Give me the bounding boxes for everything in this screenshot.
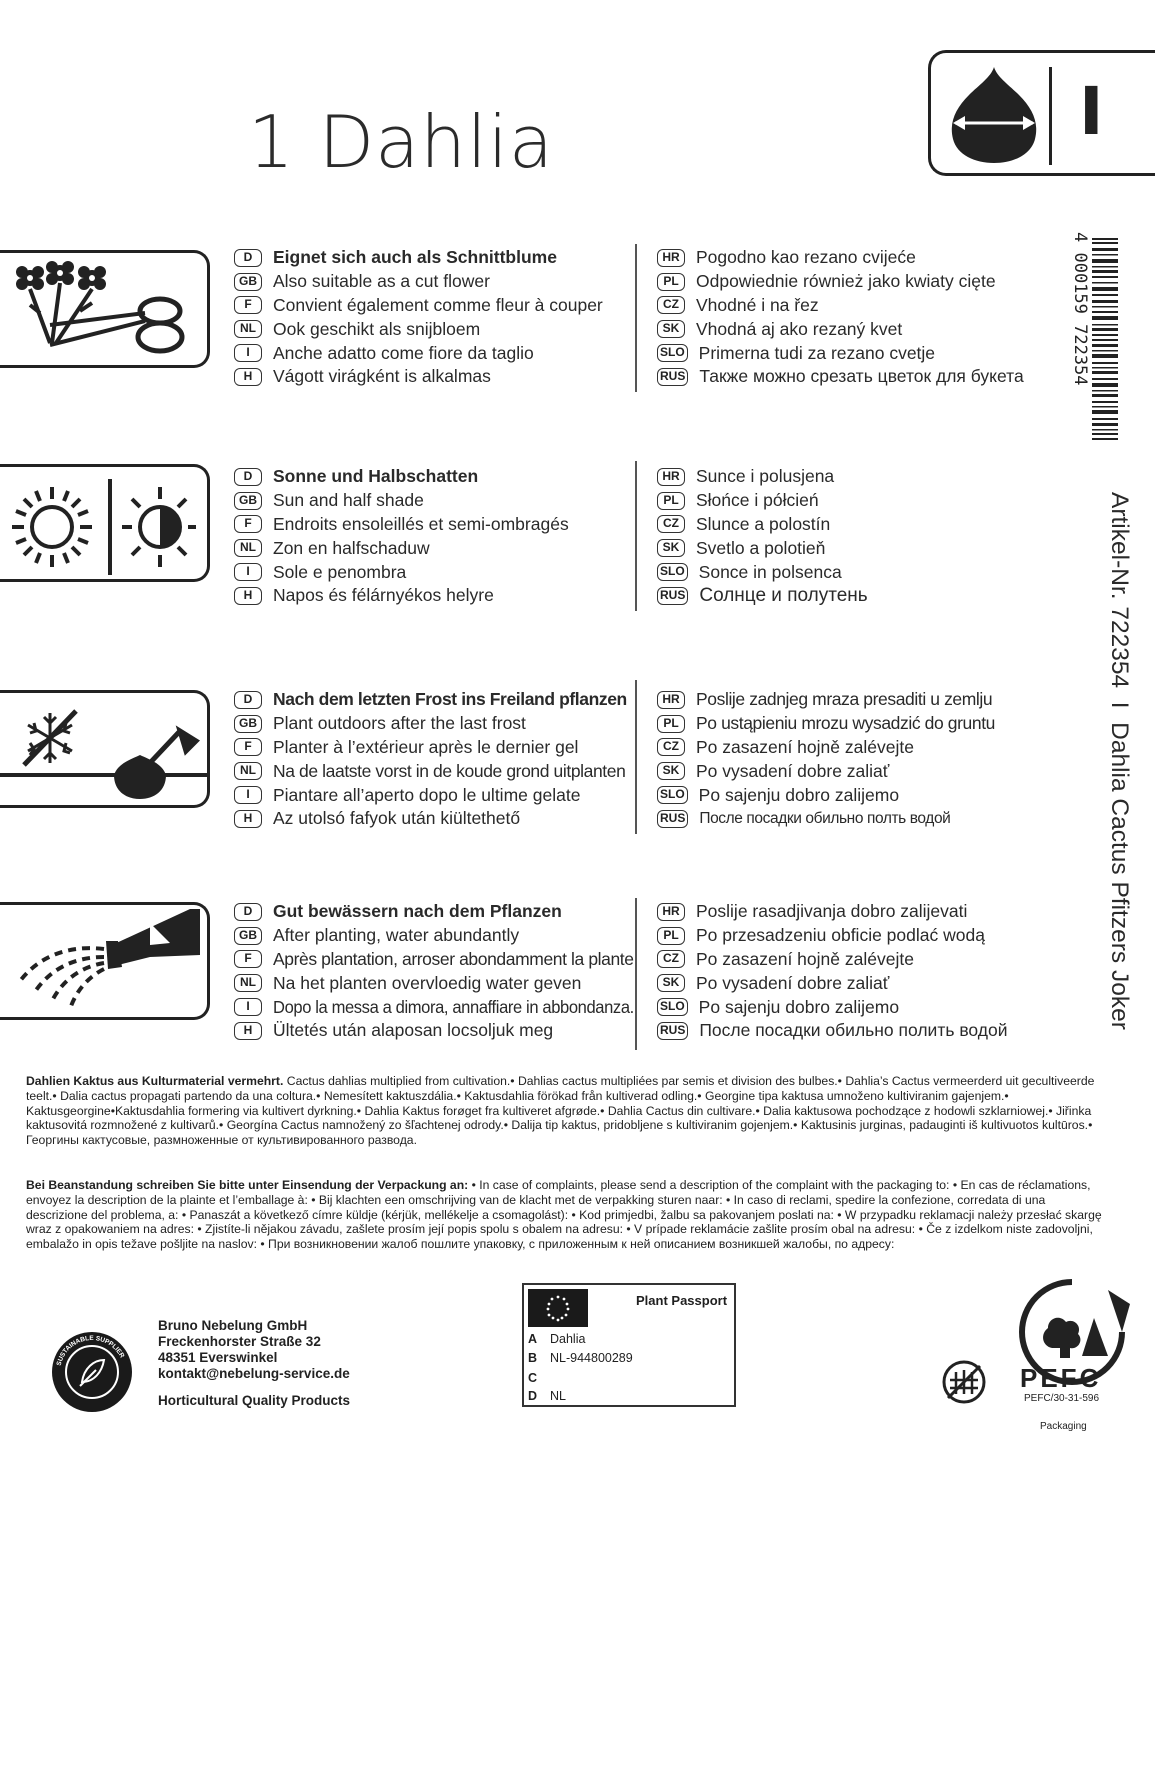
instruction-text: Po zasazení hojně zalévejte [696, 948, 914, 969]
column-divider [635, 680, 637, 834]
instruction-text: Endroits ensoleillés et semi-ombragés [273, 513, 569, 534]
water-icon-box [0, 902, 210, 1020]
lang-code: D [234, 249, 262, 267]
instruction-text: Vágott virágként is alkalmas [273, 366, 491, 387]
lang-code: PL [657, 715, 685, 733]
passport-row-a: A Dahlia [528, 1332, 586, 1346]
instruction-text: Poslije rasadjivanja dobro zalijevati [696, 901, 968, 922]
lang-code: H [234, 1022, 262, 1040]
instruction-text: Pogodno kao rezano cvijeće [696, 247, 916, 268]
section-water-right-col [657, 900, 1047, 1043]
badge-text: SUSTAINABLE SUPPLIER [55, 1334, 126, 1367]
lang-code: HR [657, 903, 685, 921]
frost-icon-box [0, 690, 210, 808]
lang-code: I [234, 786, 262, 804]
column-divider [635, 244, 637, 392]
lang-code: GB [234, 273, 262, 291]
lang-code: SK [657, 974, 685, 992]
section-cut-left-col [234, 246, 634, 389]
lang-code: RUS [657, 368, 688, 386]
instruction-text: Sonce in polsenca [698, 561, 842, 582]
instruction-text: Nach dem letzten Frost ins Freiland pflanzen [273, 689, 627, 710]
recycling-no-litter-icon [940, 1358, 988, 1406]
instruction-text: Vhodné i na řez [696, 294, 819, 315]
instruction-text: Gut bewässern nach dem Pflanzen [273, 901, 562, 922]
lang-code: GB [234, 927, 262, 945]
bulb-size-value: I [1079, 73, 1104, 150]
instruction-text: Après plantation, arroser abondamment la plante [273, 948, 634, 969]
instruction-text: Słońce i półcień [696, 490, 819, 511]
instruction-text: Eignet sich auch als Schnittblume [273, 247, 557, 268]
lang-code: SLO [657, 786, 688, 804]
instruction-text: Ültetés után alaposan locsoljuk meg [273, 1020, 554, 1041]
lang-code: PL [657, 492, 685, 510]
instruction-text: Po sajenju dobro zalijemo [698, 996, 900, 1017]
lang-code: D [234, 691, 262, 709]
lang-code: CZ [657, 296, 685, 314]
instruction-text: Slunce a polostín [696, 513, 831, 534]
plant-passport-title: Plant Passport [636, 1293, 728, 1308]
section-sun-right-col [657, 465, 1047, 608]
lang-code: HR [657, 249, 685, 267]
pefc-label: PEFC [1020, 1363, 1102, 1393]
lang-code: CZ [657, 950, 685, 968]
instruction-text: Anche adatto come fiore da taglio [273, 342, 534, 363]
complaint-paragraph [26, 1178, 1106, 1252]
lang-code: F [234, 296, 262, 314]
instruction-text: Po przesadzeniu obficie podlać wodą [696, 925, 985, 946]
lang-code: HR [657, 468, 685, 486]
lang-code: GB [234, 492, 262, 510]
instruction-text: Dopo la messa a dimora, annaffiare in abbondanza. [273, 996, 634, 1017]
instruction-text: Po sajenju dobro zalijemo [698, 784, 900, 805]
lang-code: SK [657, 539, 685, 557]
propagation-heading: Dahlien Kaktus aus Kulturmaterial vermehrt. [26, 1074, 284, 1088]
company-email: kontakt@nebelung-service.de [158, 1366, 350, 1381]
lang-code: SK [657, 762, 685, 780]
instruction-text: Na de laatste vorst in de koude grond uitplanten [273, 760, 626, 781]
propagation-paragraph [26, 1074, 1106, 1148]
complaint-text: • In case of complaints, please send a description of the complaint with the packaging to: • En cas de réclamations, envoyez la description de la plainte et l’emballage à: • Bij klachten een omschrijving van de klacht met de verpakking sturen naar: • In caso di reclami, spedire la confezione, corredata di una descrizione del problema, a: • Panaszát a következő címre küldje (kérjük, mellékelje a csomagolást): • Kod primjedbi, žalbu sa pakovanjem poslati na: • W przypadku reklamacji należy przesłać skargę wraz z opakowaniem na adres: • Zjistíte-li nějakou závadu, zašlete prosím její popis spolu s obalem na adresu: • V prípade reklamácie zašlite prosím obal na adresu: • Če z izdelkom niste zadovoljni, embalažo in opis težave pošljite na naslov: • При возникновении жалоб пошлите упаковку, с приложенным к ней описанием возникшей жалобы, по адресу: [26, 1178, 1102, 1252]
lang-code: PL [657, 273, 685, 291]
pefc-packaging: Packaging [1040, 1421, 1087, 1432]
sun-icon-box [0, 464, 210, 582]
company-street: Freckenhorster Straße 32 [158, 1334, 321, 1349]
passport-row-d: D NL [528, 1389, 566, 1403]
lang-code: NL [234, 762, 262, 780]
bulb-size-box [928, 50, 1155, 176]
instruction-text: Ook geschikt als snijbloem [273, 318, 481, 339]
instruction-text: Po vysadení dobre zaliať [696, 972, 890, 993]
section-cut-right-col [657, 246, 1047, 389]
cut-flower-icon-box [0, 250, 210, 368]
instruction-text: Poslije zadnjeg mraza presaditi u zemlju [696, 689, 993, 710]
propagation-text: Cactus dahlias multiplied from cultivation.• Dahlias cactus multipliées par semis et division des bulbes.• Dahlia’s Cactus vermeerderd uit gecultiveerde teelt.• Dalia cactus propagati partendo da una coltura.• Nemesített kaktuszdália.• Kaktusdahlia förökad från kultiverad odling.• Georgine tipa kaktusa umnoženo kultiviranim gajenjem.• Kaktusgeorgine•Kaktusdahlia formering via kultivert dyrkning.• Dahlia Kaktus forøget fra kultiveret afgrøde.• Dahlia Cactus din cultivare.• Dalia kaktusowa pochodzące z hodowli szklarniowej.• Jiřinka kaktusovitá rozmnožené z kultivarů.• Georgína Cactus namnožený zo šľachtenej odrody.• Dalija tip kaktus, pridobljene s kultiviranim gojenjem.• Kaktusinis jurginas, padauginti iš kultivuotos kultūros.• Георгины кактусовые, размноженные от культивированного развода. [26, 1074, 1095, 1148]
company-address [158, 1318, 350, 1382]
lang-code: CZ [657, 738, 685, 756]
instruction-text: Po vysadení dobre zaliať [696, 760, 890, 781]
sun-half-shade-icon [0, 467, 210, 585]
tagline: Horticultural Quality Products [158, 1393, 351, 1408]
lang-code: H [234, 587, 262, 605]
lang-code: I [234, 563, 262, 581]
instruction-text: Na het planten overvloedig water geven [273, 972, 582, 993]
eu-flag-icon [528, 1289, 588, 1327]
instruction-text: После посадки обильно полть водой [699, 809, 951, 827]
instruction-text: Vhodná aj ako rezaný kvet [696, 318, 903, 339]
instruction-text: Primerna tudi za rezano cvetje [698, 342, 936, 363]
column-divider [635, 461, 637, 611]
instruction-text: Napos és félárnyékos helyre [273, 585, 494, 606]
lang-code: I [234, 998, 262, 1016]
lang-code: D [234, 468, 262, 486]
instruction-text: Odpowiednie również jako kwiaty cięte [696, 271, 996, 292]
lang-code: CZ [657, 515, 685, 533]
instruction-text: After planting, water abundantly [273, 925, 520, 946]
pefc-code: PEFC/30-31-596 [1024, 1393, 1100, 1404]
lang-code: GB [234, 715, 262, 733]
lang-code: SK [657, 320, 685, 338]
instruction-text: Po zasazení hojně zalévejte [696, 736, 914, 757]
plant-passport [522, 1283, 736, 1407]
instruction-text: Солнце и полутень [699, 584, 868, 606]
section-frost-right-col [657, 688, 1047, 831]
lang-code: SLO [657, 563, 688, 581]
instruction-text: Az utolsó fafyok után kiültethető [273, 808, 521, 829]
instruction-text: Po ustąpieniu mrozu wysadzić do gruntu [696, 713, 995, 734]
instruction-text: Sun and half shade [273, 490, 424, 511]
lang-code: PL [657, 927, 685, 945]
bulb-icon [939, 61, 1049, 171]
lang-code: RUS [657, 810, 688, 828]
company-city: 48351 Everswinkel [158, 1350, 278, 1365]
barcode-number: 4 000159 722354 [1070, 232, 1090, 386]
passport-row-b: B NL-944800289 [528, 1351, 633, 1365]
complaint-heading: Bei Beanstandung schreiben Sie bitte unter Einsendung der Verpackung an: [26, 1178, 469, 1192]
sustainable-supplier-badge [50, 1330, 134, 1414]
lang-code: NL [234, 320, 262, 338]
instruction-text: После посадки обильно полить водой [699, 1020, 1008, 1041]
company-name: Bruno Nebelung GmbH [158, 1318, 308, 1333]
lang-code: F [234, 515, 262, 533]
instruction-text: Convient également comme fleur à couper [273, 294, 603, 315]
lang-code: H [234, 810, 262, 828]
lang-code: H [234, 368, 262, 386]
passport-row-c: C [528, 1371, 538, 1385]
lang-code: F [234, 738, 262, 756]
instruction-text: Planter à l’extérieur après le dernier gel [273, 736, 579, 757]
lang-code: F [234, 950, 262, 968]
section-water-left-col [234, 900, 634, 1043]
section-frost-left-col [234, 688, 634, 831]
lang-code: I [234, 344, 262, 362]
column-divider [635, 898, 637, 1050]
instruction-text: Sonne und Halbschatten [273, 466, 479, 487]
frost-planting-icon [0, 693, 210, 811]
lang-code: RUS [657, 1022, 688, 1040]
instruction-text: Also suitable as a cut flower [273, 271, 490, 292]
lang-code: D [234, 903, 262, 921]
lang-code: HR [657, 691, 685, 709]
lang-code: RUS [657, 587, 688, 605]
lang-code: SLO [657, 344, 688, 362]
cut-flower-scissors-icon [0, 253, 210, 371]
product-title: 1 Dahlia [248, 100, 555, 184]
watering-can-icon [0, 905, 210, 1023]
instruction-text: Zon en halfschaduw [273, 537, 430, 558]
instruction-text: Sunce i polusjena [696, 466, 835, 487]
lang-code: NL [234, 539, 262, 557]
instruction-text: Sole e penombra [273, 561, 407, 582]
lang-code: SLO [657, 998, 688, 1016]
instruction-text: Svetlo a polotieň [696, 537, 826, 558]
section-sun-left-col [234, 465, 634, 608]
article-line: Artikel-Nr. 722354 I Dahlia Cactus Pfitzers Joker [1106, 492, 1133, 1030]
instruction-text: Также можно срезать цветок для букета [699, 366, 1024, 387]
lang-code: NL [234, 974, 262, 992]
instruction-text: Piantare all’aperto dopo le ultime gelate [273, 784, 581, 805]
instruction-text: Plant outdoors after the last frost [273, 713, 526, 734]
